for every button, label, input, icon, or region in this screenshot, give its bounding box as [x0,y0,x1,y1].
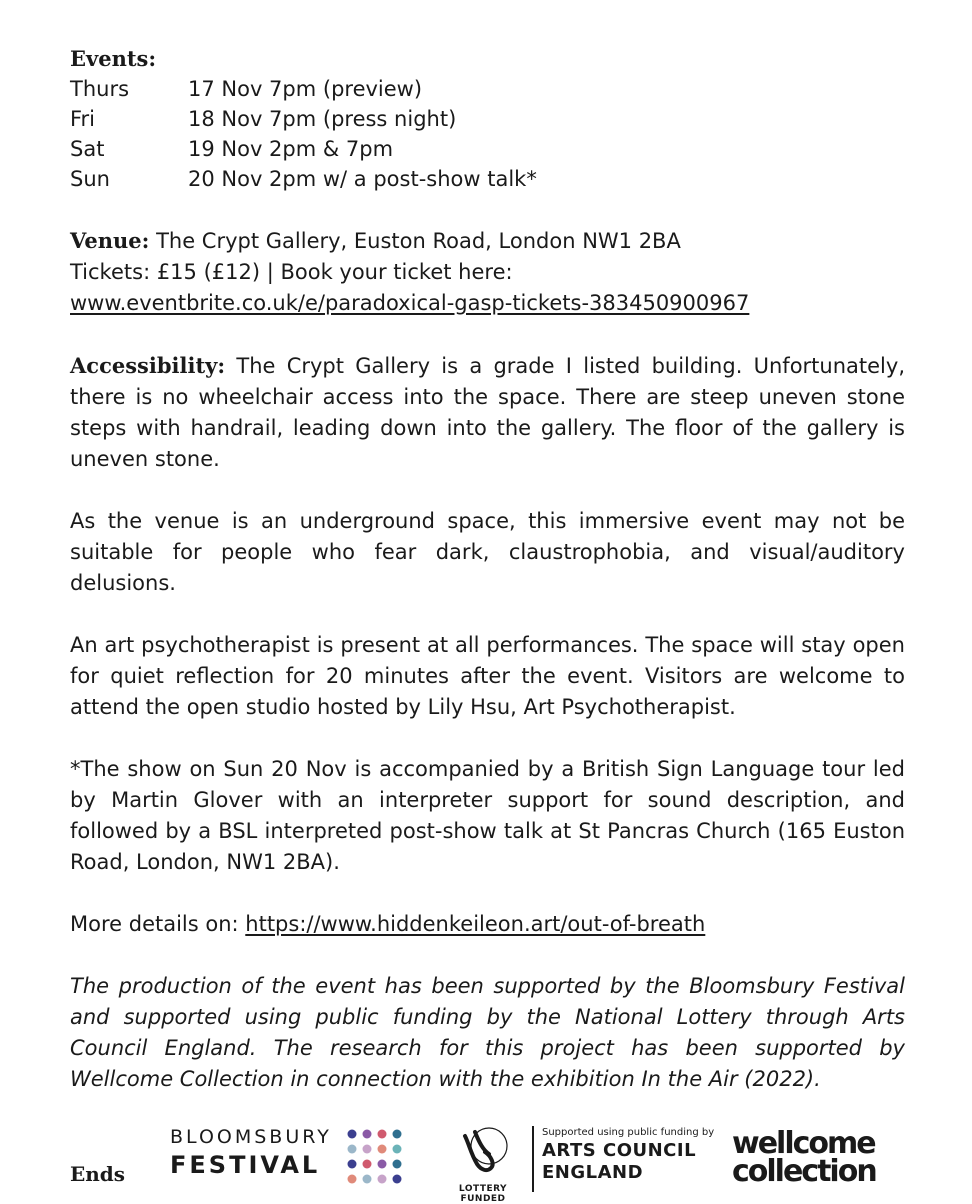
bloomsbury-festival-logo [170,1126,332,1182]
events-heading: Events: [70,46,157,71]
wellcome-line1: wellcome [732,1126,875,1161]
logo-dot [363,1145,372,1154]
logo-dot [393,1130,402,1139]
logo-dot [348,1175,357,1184]
logo-dot [348,1160,357,1169]
event-day: Sat [70,137,105,161]
logo-dot [348,1145,357,1154]
logo-dot [378,1175,387,1184]
bloomsbury-dots-icon [346,1128,404,1186]
more-details-line [70,909,905,940]
lottery-funded-label: LOTTERY FUNDED [458,1184,508,1204]
acv-line1: ARTS COUNCIL [542,1140,697,1161]
event-day: Thurs [70,77,130,101]
accessibility-label: Accessibility: [70,353,226,378]
national-lottery-logo [438,1124,528,1204]
underground-paragraph: As the venue is an underground space, this immersive event may not be suitable for people who fear dark, claustrophobia, and visual/auditory delusions. [70,509,905,595]
logo-dot [378,1145,387,1154]
ends-label: Ends [70,1162,126,1186]
acv-supported-text: Supported using public funding by [542,1127,715,1138]
logo-dot [363,1160,372,1169]
venue-line [70,225,905,257]
logo-dot [348,1130,357,1139]
wellcome-line2: collection [732,1154,876,1189]
credits-paragraph: The production of the event has been supported by the Bloomsbury Festival and supported using public funding by the National Lottery through Arts Council England. The research for this project has been supported by Wellcome Collection in connection with the exhibition In the Air (2022). [70,974,905,1091]
bloomsbury-line1: BLOOMSBURY [170,1126,332,1148]
event-day: Sun [70,167,110,191]
arts-council-logo [542,1126,714,1184]
event-detail: 18 Nov 7pm (press night) [188,107,457,131]
events-schedule [70,74,905,194]
logo-dot [393,1145,402,1154]
bloomsbury-line2: FESTIVAL [170,1151,321,1179]
event-day: Fri [70,107,96,131]
bsl-paragraph: *The show on Sun 20 Nov is accompanied by a British Sign Language tour led by Martin Glover with an interpreter support for sound description, and followed by a BSL interpreted post-show talk at St Pancras Church (165 Euston Road, London, NW1 2BA). [70,757,905,874]
event-detail: 17 Nov 7pm (preview) [188,77,423,101]
event-detail: 19 Nov 2pm & 7pm [188,137,394,161]
therapist-paragraph: An art psychotherapist is present at all performances. The space will stay open for quiet reflection for 20 minutes after the event. Visitors are welcome to attend the open studio hosted by Lily Hsu, Art Psychotherapist. [70,633,905,719]
wellcome-collection-logo [732,1126,876,1189]
more-details-prefix: More details on: [70,912,246,936]
logo-dot [393,1175,402,1184]
accessibility-text: The Crypt Gallery is a grade I listed building. Unfortunately, there is no wheelchair access into the space. There are steep uneven stone steps with handrail, leading down into the gallery. The floor of the gallery is uneven stone. [70,354,905,471]
logo-dot [378,1160,387,1169]
sponsor-footer [0,1120,972,1204]
event-detail: 20 Nov 2pm w/ a post-show talk* [188,167,537,191]
logo-dot [378,1130,387,1139]
accessibility-paragraph [70,350,905,475]
divider [532,1126,534,1192]
eventbrite-link[interactable]: www.eventbrite.co.uk/e/paradoxical-gasp-tickets-383450900967 [70,291,750,315]
acv-line2: ENGLAND [542,1162,644,1183]
venue-label: Venue: [70,228,150,253]
venue-text: The Crypt Gallery, Euston Road, London NW1 2BA [149,229,681,253]
hiddenkeileon-link[interactable]: https://www.hiddenkeileon.art/out-of-breath [245,912,706,936]
tickets-line: Tickets: £15 (£12) | Book your ticket here: [70,260,513,284]
event-info [70,44,905,1095]
logo-dot [363,1175,372,1184]
logo-dot [363,1130,372,1139]
logo-dot [393,1160,402,1169]
lottery-crossed-fingers-icon [455,1124,511,1178]
